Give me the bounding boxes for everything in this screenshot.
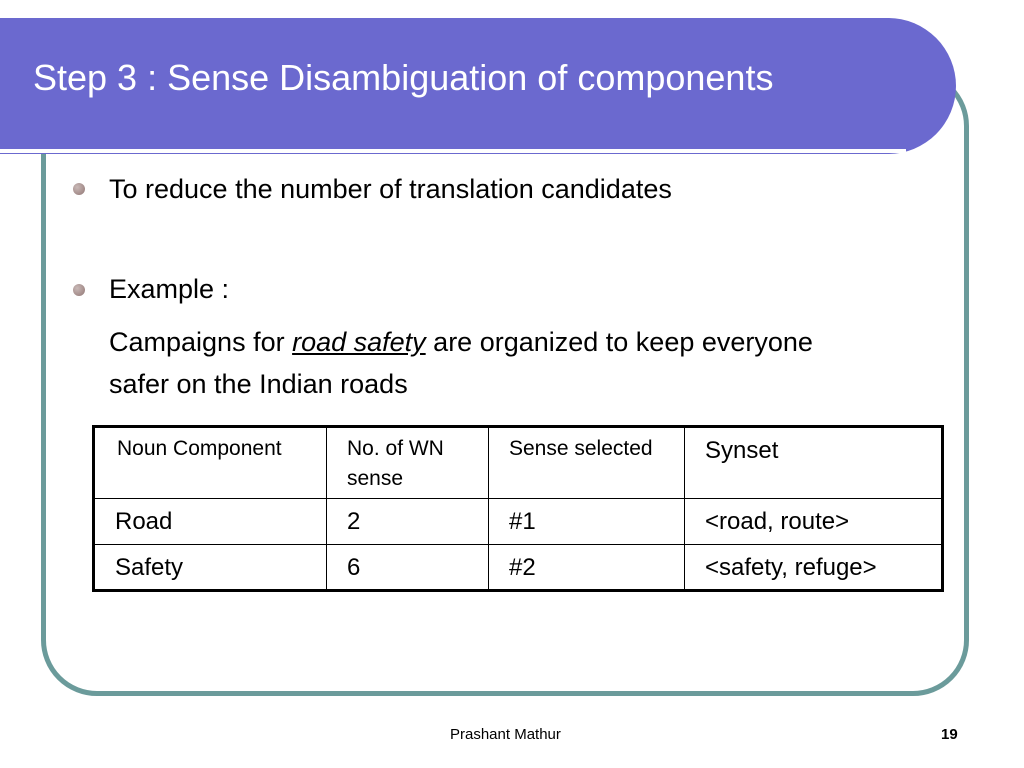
sense-table	[92, 425, 944, 592]
footer-author: Prashant Mathur	[450, 726, 561, 743]
cell-synset: <safety, refuge>	[685, 545, 943, 591]
table-header-row	[94, 427, 943, 499]
table-row	[94, 545, 943, 591]
header-sense-selected: Sense selected	[489, 427, 685, 499]
example-text-after: are organized to keep everyone safer on the Indian roads	[109, 327, 813, 399]
bullet-text-reduce: To reduce the number of translation candidates	[109, 174, 672, 204]
bullet-dot-icon	[73, 183, 85, 195]
bullet-dot-icon	[73, 284, 85, 296]
cell-sense-selected: #1	[489, 499, 685, 545]
example-text-before: Campaigns for	[109, 327, 293, 357]
header-noun-component: Noun Component	[94, 427, 327, 499]
cell-synset: <road, route>	[685, 499, 943, 545]
cell-wn-sense: 2	[327, 499, 489, 545]
header-synset: Synset	[685, 427, 943, 499]
cell-sense-selected: #2	[489, 545, 685, 591]
bullet-text-example: Example :	[109, 274, 230, 304]
cell-noun: Road	[94, 499, 327, 545]
cell-noun: Safety	[94, 545, 327, 591]
example-sentence	[109, 321, 869, 405]
slide-title: Step 3 : Sense Disambiguation of components	[33, 57, 774, 98]
header-wn-sense: No. of WN sense	[327, 427, 489, 499]
page-number: 19	[941, 726, 958, 743]
table-row	[94, 499, 943, 545]
cell-wn-sense: 6	[327, 545, 489, 591]
title-underline	[0, 149, 906, 153]
example-highlight: road safety	[292, 327, 426, 357]
